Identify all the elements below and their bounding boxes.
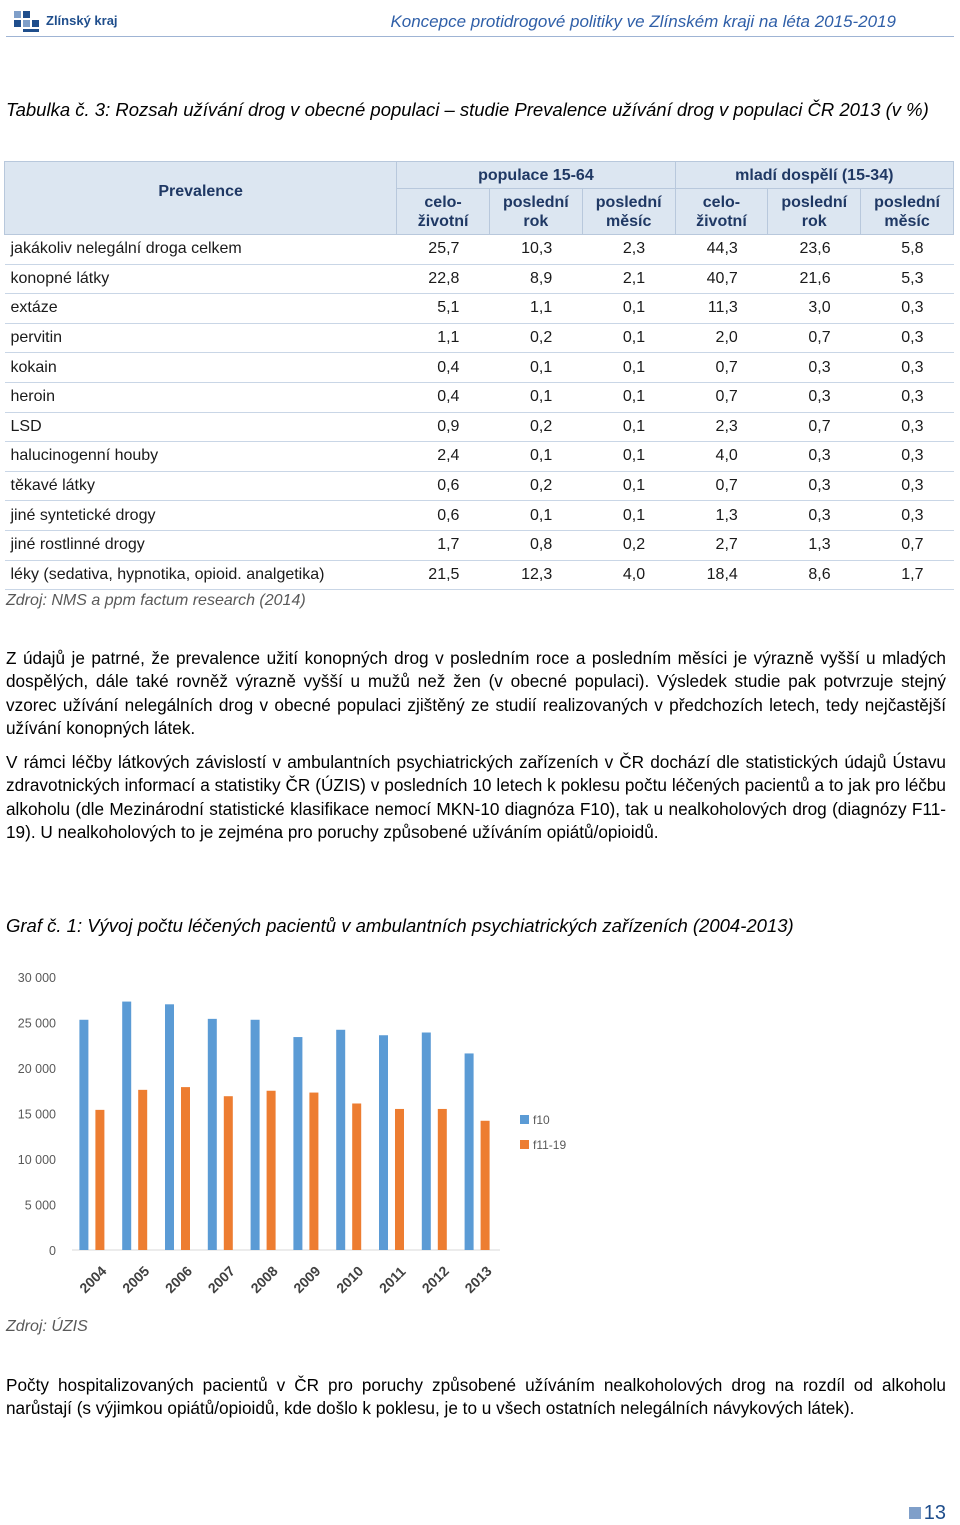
table-cell: 5,8: [861, 235, 954, 265]
page-number: [909, 1502, 946, 1525]
bar-f11-19: [395, 1109, 404, 1250]
table-cell: 1,1: [489, 294, 582, 324]
table-cell: 2,1: [582, 264, 675, 294]
table-cell: 1,7: [861, 560, 954, 590]
table-cell: 0,7: [768, 323, 861, 353]
legend-swatch-f10: [520, 1115, 529, 1124]
bar-f11-19: [481, 1121, 490, 1250]
row-label: léky (sedativa, hypnotika, opioid. analgetika): [5, 560, 397, 590]
table-cell: 0,3: [861, 412, 954, 442]
table-cell: 18,4: [675, 560, 768, 590]
table-cell: 8,9: [489, 264, 582, 294]
table-cell: 0,2: [489, 471, 582, 501]
table-row: [5, 264, 954, 294]
table-cell: 25,7: [397, 235, 490, 265]
table-cell: 2,4: [397, 442, 490, 472]
bar-f11-19: [95, 1110, 104, 1250]
paragraph: Počty hospitalizovaných pacientů v ČR pro poruchy způsobené užíváním nealkoholových drog na rozdíl od alkoholu narůstají (s výjimkou opiátů/opioidů, kde došlo k poklesu, je to u všech ostatních nelegálních návykových látek).: [6, 1375, 946, 1419]
legend-label-f10: f10: [533, 1113, 550, 1127]
table-cell: 0,1: [489, 442, 582, 472]
group-header-population: populace 15-64: [397, 162, 675, 189]
table-cell: 0,3: [861, 501, 954, 531]
column-header: celo- životní: [397, 189, 490, 235]
x-tick-label: 2011: [375, 1263, 409, 1297]
row-label: těkavé látky: [5, 471, 397, 501]
table-cell: 0,3: [861, 294, 954, 324]
table-cell: 0,3: [768, 442, 861, 472]
column-header: poslední měsíc: [861, 189, 954, 235]
logo-text: Zlínský kraj: [46, 13, 118, 28]
table-row: [5, 412, 954, 442]
table-corner-header: Prevalence: [5, 162, 397, 235]
page-header: [0, 0, 960, 40]
bar-f11-19: [267, 1091, 276, 1250]
table-cell: 0,1: [489, 501, 582, 531]
table-row: [5, 442, 954, 472]
bar-f10: [422, 1033, 431, 1250]
table-caption: Tabulka č. 3: Rozsah užívání drog v obecné populaci – studie Prevalence užívání drog v populaci ČR 2013 (v %): [6, 99, 929, 120]
table-row: [5, 382, 954, 412]
y-tick-label: 10 000: [17, 1153, 56, 1167]
row-label: konopné látky: [5, 264, 397, 294]
table-cell: 0,7: [675, 353, 768, 383]
table-cell: 2,7: [675, 530, 768, 560]
column-header: poslední měsíc: [582, 189, 675, 235]
bar-f10: [122, 1002, 131, 1250]
table-cell: 0,3: [861, 323, 954, 353]
header-divider: [6, 36, 954, 37]
y-tick-label: 20 000: [17, 1062, 56, 1076]
y-tick-label: 5 000: [24, 1198, 56, 1213]
table-row: [5, 294, 954, 324]
y-tick-label: 30 000: [17, 971, 56, 985]
column-header: celo- životní: [675, 189, 768, 235]
table-cell: 0,6: [397, 501, 490, 531]
table-cell: 2,3: [582, 235, 675, 265]
bar-f10: [336, 1030, 345, 1250]
table-cell: 0,2: [582, 530, 675, 560]
table-cell: 22,8: [397, 264, 490, 294]
table-cell: 21,5: [397, 560, 490, 590]
column-header: poslední rok: [489, 189, 582, 235]
table-cell: 0,3: [861, 353, 954, 383]
table-cell: 0,1: [582, 471, 675, 501]
table-cell: 0,1: [582, 353, 675, 383]
group-header-young-adults: mladí dospělí (15-34): [675, 162, 953, 189]
bar-f11-19: [438, 1109, 447, 1250]
x-tick-label: 2004: [76, 1262, 110, 1297]
table-cell: 1,7: [397, 530, 490, 560]
table-cell: 0,8: [489, 530, 582, 560]
page-number-text: 13: [923, 1502, 946, 1524]
bar-f11-19: [138, 1090, 147, 1250]
table-cell: 2,0: [675, 323, 768, 353]
row-label: kokain: [5, 353, 397, 383]
table-cell: 4,0: [582, 560, 675, 590]
x-tick-label: 2013: [461, 1262, 495, 1297]
table-cell: 0,2: [489, 323, 582, 353]
table-cell: 0,2: [489, 412, 582, 442]
table-cell: 4,0: [675, 442, 768, 472]
prevalence-table: [4, 161, 954, 590]
table-cell: 5,1: [397, 294, 490, 324]
table-cell: 3,0: [768, 294, 861, 324]
zlinsky-kraj-logo: [14, 9, 154, 35]
table-cell: 44,3: [675, 235, 768, 265]
table-cell: 0,1: [582, 442, 675, 472]
bar-f10: [79, 1020, 88, 1250]
table-cell: 40,7: [675, 264, 768, 294]
y-tick-label: 15 000: [17, 1107, 56, 1122]
table-cell: 8,6: [768, 560, 861, 590]
region-logo-icon: [14, 11, 40, 33]
bar-f10: [165, 1004, 174, 1250]
x-tick-label: 2009: [290, 1262, 324, 1297]
y-tick-label: 0: [49, 1244, 56, 1258]
row-label: jiné rostlinné drogy: [5, 530, 397, 560]
table-cell: 0,6: [397, 471, 490, 501]
bar-f11-19: [224, 1096, 233, 1250]
table-cell: 0,1: [582, 501, 675, 531]
table-cell: 0,3: [768, 471, 861, 501]
page-marker-icon: [909, 1507, 921, 1519]
table-cell: 1,3: [675, 501, 768, 531]
table-cell: 1,3: [768, 530, 861, 560]
x-tick-label: 2008: [247, 1262, 281, 1297]
table-cell: 0,7: [675, 382, 768, 412]
chart-source: Zdroj: ÚZIS: [6, 1318, 88, 1335]
table-cell: 0,3: [768, 382, 861, 412]
row-label: LSD: [5, 412, 397, 442]
row-label: pervitin: [5, 323, 397, 353]
row-label: heroin: [5, 382, 397, 412]
paragraph: V rámci léčby látkových závislostí v ambulantních psychiatrických zařízeních v ČR dochází dle statistických údajů Ústavu zdravotnických informací a statistiky ČR (ÚZIS) v posledních 10 letech k poklesu počtu léčených pacientů a to jak pro léčbu alkoholu (dle Mezinárodní statistické klasifikace nemocí MKN-10 diagnóza F10), tak u nealkoholových drog (diagnózy F11-19). U nealkoholových to je zejména pro poruchy způsobené užíváním opiátů/opioidů.: [6, 752, 946, 842]
table-row: [5, 323, 954, 353]
bar-f11-19: [309, 1093, 318, 1250]
legend-swatch-f11-19: [520, 1140, 529, 1149]
table-cell: 0,9: [397, 412, 490, 442]
table-cell: 0,4: [397, 353, 490, 383]
paragraph: Z údajů je patrné, že prevalence užití konopných drog v posledním roce a posledním měsíci je výrazně vyšší u mladých dospělých, dále také rovněž výrazně vyšší u mužů než žen (v obecné populaci). Výsledek studie pak potvrzuje stejný vzorec užívání nelegálních drog v obecné populaci zjištěný ze studií realizovaných v předchozích letech, tedy nejčastější užívání konopných látek.: [6, 648, 946, 738]
row-label: jiné syntetické drogy: [5, 501, 397, 531]
table-source: Zdroj: NMS a ppm factum research (2014): [6, 592, 306, 609]
patients-bar-chart: [0, 955, 620, 1305]
x-tick-label: 2005: [119, 1262, 153, 1297]
table-cell: 0,3: [861, 442, 954, 472]
table-cell: 0,1: [582, 323, 675, 353]
column-header: poslední rok: [768, 189, 861, 235]
table-cell: 0,7: [675, 471, 768, 501]
table-cell: 0,4: [397, 382, 490, 412]
x-tick-label: 2010: [333, 1262, 367, 1297]
chart-caption: Graf č. 1: Vývoj počtu léčených pacientů v ambulantních psychiatrických zařízeních (2004-2013): [6, 915, 794, 936]
legend-label-f11-19: f11-19: [533, 1138, 567, 1152]
bar-f10: [208, 1019, 217, 1250]
table-cell: 0,3: [768, 501, 861, 531]
bar-f11-19: [352, 1103, 361, 1250]
x-tick-label: 2006: [161, 1262, 196, 1297]
bar-f11-19: [181, 1087, 190, 1250]
table-row: [5, 501, 954, 531]
table-cell: 0,1: [582, 294, 675, 324]
row-label: extáze: [5, 294, 397, 324]
table-cell: 0,3: [861, 382, 954, 412]
row-label: halucinogenní houby: [5, 442, 397, 472]
x-tick-label: 2012: [418, 1262, 452, 1297]
table-cell: 0,1: [489, 353, 582, 383]
table-cell: 5,3: [861, 264, 954, 294]
table-cell: 21,6: [768, 264, 861, 294]
table-row: [5, 530, 954, 560]
bar-f10: [465, 1053, 474, 1250]
table-cell: 10,3: [489, 235, 582, 265]
table-cell: 0,7: [768, 412, 861, 442]
table-row: [5, 471, 954, 501]
bar-f10: [293, 1037, 302, 1250]
table-cell: 11,3: [675, 294, 768, 324]
table-cell: 2,3: [675, 412, 768, 442]
document-title: Koncepce protidrogové politiky ve Zlínském kraji na léta 2015-2019: [390, 12, 896, 31]
x-tick-label: 2007: [204, 1262, 238, 1297]
table-cell: 1,1: [397, 323, 490, 353]
table-row: [5, 235, 954, 265]
table-row: [5, 353, 954, 383]
table-cell: 23,6: [768, 235, 861, 265]
table-cell: 0,3: [861, 471, 954, 501]
table-row: [5, 560, 954, 590]
table-cell: 12,3: [489, 560, 582, 590]
table-cell: 0,1: [582, 382, 675, 412]
table-cell: 0,7: [861, 530, 954, 560]
y-tick-label: 25 000: [17, 1016, 56, 1031]
row-label: jakákoliv nelegální droga celkem: [5, 235, 397, 265]
table-cell: 0,1: [489, 382, 582, 412]
bar-f10: [379, 1035, 388, 1250]
table-cell: 0,3: [768, 353, 861, 383]
bar-f10: [251, 1020, 260, 1250]
table-cell: 0,1: [582, 412, 675, 442]
